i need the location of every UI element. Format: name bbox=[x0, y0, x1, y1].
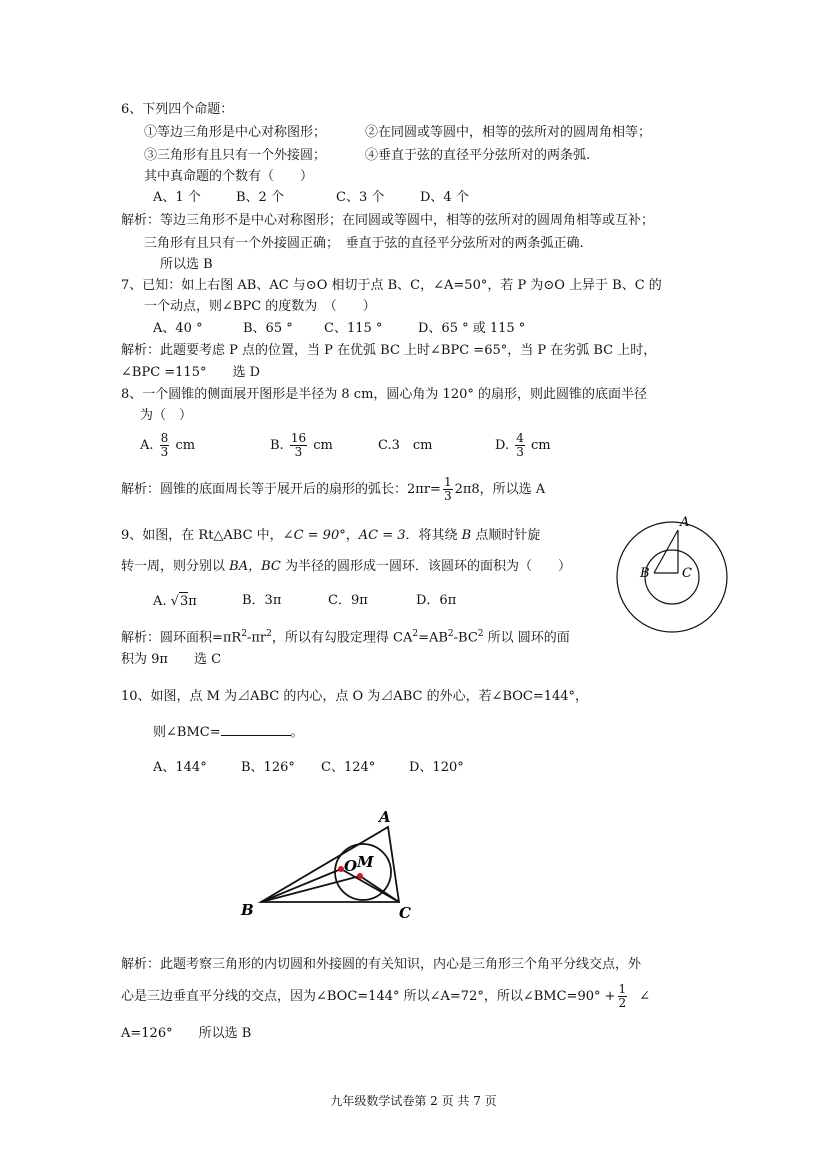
point-label-m: M bbox=[357, 853, 374, 871]
point-label-a: A bbox=[680, 515, 690, 530]
q7-analysis-line-2: ∠BPC =115° 选 D bbox=[121, 365, 261, 380]
q7-option-d: D、65 ° 或 115 ° bbox=[418, 321, 526, 336]
q9-analysis-line-1: 解析：圆环面积$=\pi R^2-\pi r^2$，所以有勾股定理得 $CA^2=AB^2-BC^2$ 所以 圆环的面 bbox=[121, 629, 570, 646]
q9-option-a: A. √3π bbox=[153, 594, 197, 609]
q6-option-a: A、1 个 bbox=[153, 190, 201, 205]
q10-option-d: D、120° bbox=[409, 760, 464, 775]
answer-blank bbox=[221, 723, 291, 736]
q6-option-d: D、4 个 bbox=[420, 190, 469, 205]
point-label-b: B bbox=[241, 901, 254, 919]
q9-stem-line-2: 转一周，则分别以 BA，BC 为半径的圆形成一圆环．该圆环的面积为（ ） bbox=[121, 559, 571, 574]
q6-analysis-line-1: 解析：等边三角形不是中心对称图形；在同圆或等圆中，相等的弦所对的圆周角相等或互补； bbox=[121, 213, 655, 228]
segment-mc bbox=[360, 876, 399, 902]
q7-analysis-line-1: 解析：此题要考虑 P 点的位置，当 P 在优弧 BC 上时∠BPC =65°，当 P 在劣弧 BC 上时， bbox=[121, 343, 657, 358]
q10-analysis-line-2: 心是三边垂直平分线的交点，因为∠BOC=144° 所以∠A=72°，所以∠BMC=90° + $\frac{1}{2}$ ∠ bbox=[121, 982, 651, 1010]
q6-analysis-answer: 所以选 B bbox=[160, 257, 213, 272]
q10-analysis-line-1: 解析：此题考察三角形的内切圆和外接圆的有关知识，内心是三角形三个角平分线交点，外 bbox=[121, 957, 642, 972]
point-label-b: B bbox=[640, 566, 650, 581]
q9-option-b: B．3π bbox=[242, 593, 282, 608]
q8-option-c: C.3 cm bbox=[378, 438, 433, 453]
segment-bm bbox=[261, 876, 360, 902]
q10-stem-line-1: 10、如图，点 M 为⊿ABC 的内心，点 O 为⊿ABC 的外心，若∠BOC=144°， bbox=[121, 689, 589, 704]
q7-option-a: A、40 ° bbox=[153, 321, 203, 336]
q9-figure-annulus bbox=[598, 510, 738, 640]
q6-option-b: B、2 个 bbox=[236, 190, 284, 205]
q10-figure-triangle bbox=[235, 805, 425, 925]
q10-option-a: A、144° bbox=[153, 760, 207, 775]
q8-option-a: A. $\frac{8}{3}$ cm bbox=[140, 431, 196, 459]
q7-option-c: C、115 ° bbox=[324, 321, 383, 336]
outer-circle bbox=[617, 522, 727, 632]
point-label-a: A bbox=[379, 808, 391, 826]
q9-option-c: C．9π bbox=[328, 593, 368, 608]
q8-option-b: B. $\frac{16}{3}$ cm bbox=[270, 431, 333, 459]
q6-proposition-1: ①等边三角形是中心对称图形； bbox=[144, 125, 327, 140]
q10-stem-line-2: 则∠BMC= 。 bbox=[153, 725, 304, 740]
q6-question: 其中真命题的个数有（ ） bbox=[144, 169, 314, 184]
point-label-c: C bbox=[682, 566, 692, 581]
point-m-dot bbox=[357, 873, 363, 879]
q10-option-c: C、124° bbox=[321, 760, 376, 775]
point-label-c: C bbox=[399, 904, 411, 922]
q10-analysis-line-3: A=126° 所以选 B bbox=[121, 1026, 252, 1041]
point-label-o: O bbox=[344, 857, 358, 875]
segment-bo bbox=[261, 869, 341, 902]
q8-stem-line-1: 8、一个圆锥的侧面展开图形是半径为 8 cm，圆心角为 120° 的扇形，则此圆锥的底面半径 bbox=[121, 387, 647, 402]
q8-option-d: D. $\frac{4}{3}$ cm bbox=[495, 431, 551, 459]
q6-proposition-3: ③三角形有且只有一个外接圆； bbox=[144, 148, 327, 163]
segment-ba bbox=[654, 530, 678, 573]
q8-analysis: 解析：圆锥的底面周长等于展开后的扇形的弧长：2πr= $\frac{1}{3}$ 2π8，所以选 A bbox=[121, 475, 546, 503]
q7-stem-line-2: 一个动点，则∠BPC 的度数为 （ ） bbox=[144, 299, 376, 314]
q6-proposition-2: ②在同圆或等圆中，相等的弦所对的圆周角相等； bbox=[365, 125, 652, 140]
page-footer: 九年级数学试卷第 2 页 共 7 页 bbox=[330, 1094, 497, 1108]
q9-analysis-line-2: 积为 9π 选 C bbox=[121, 652, 222, 667]
q10-option-b: B、126° bbox=[241, 760, 295, 775]
q9-option-d: D．6π bbox=[416, 593, 457, 608]
q8-stem-line-2: 为（ ） bbox=[140, 408, 193, 423]
q7-option-b: B、65 ° bbox=[243, 321, 293, 336]
q9-stem-line-1: 9、如图，在 Rt△ABC 中，∠C = 90°，AC = 3．将其绕 B 点顺时针旋 bbox=[121, 528, 541, 543]
q7-stem-line-1: 7、已知：如上右图 AB、AC 与⊙O 相切于点 B、C，∠A=50°，若 P 为⊙O 上异于 B、C 的 bbox=[121, 278, 662, 293]
q6-proposition-4: ④垂直于弦的直径平分弦所对的两条弧. bbox=[365, 148, 591, 163]
q6-stem: 6、下列四个命题： bbox=[121, 102, 234, 117]
q6-analysis-line-2: 三角形有且只有一个外接圆正确； 垂直于弦的直径平分弦所对的两条弧正确. bbox=[144, 236, 584, 251]
q6-option-c: C、3 个 bbox=[336, 190, 385, 205]
